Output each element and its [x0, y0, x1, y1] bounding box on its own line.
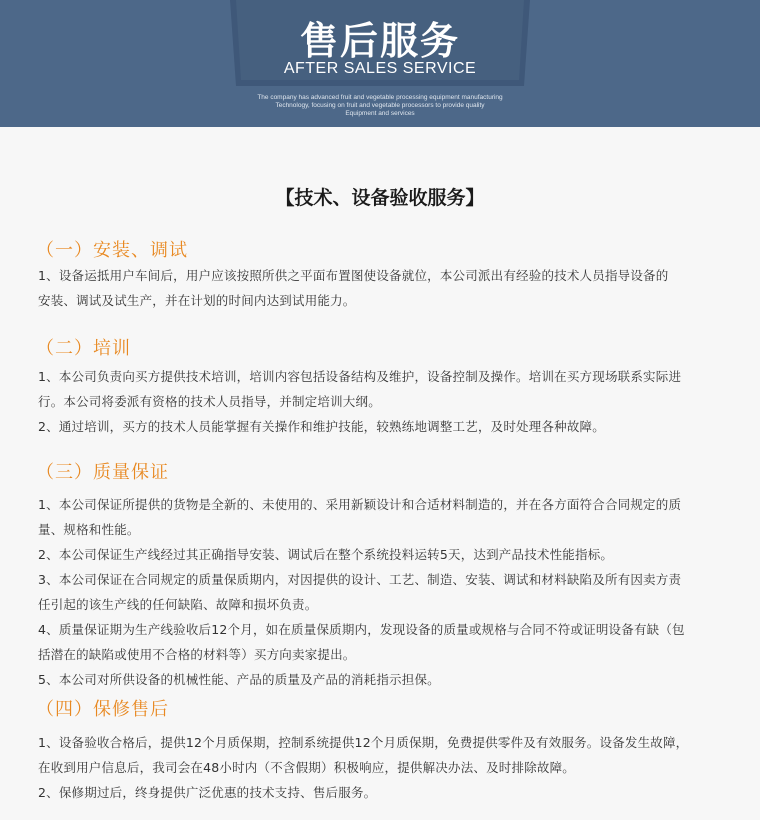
paragraph-line: 行。本公司将委派有资格的技术人员指导，并制定培训大纲。 [38, 394, 381, 409]
section-body-training [38, 364, 728, 439]
paragraph-line: 1、设备运抵用户车间后，用户应该按照所供之平面布置图使设备就位，本公司派出有经验的技术人员指导设备的 [38, 268, 669, 283]
main-title: 【技术、设备验收服务】 [275, 187, 485, 209]
paragraph-line: 4、质量保证期为生产线验收后12个月，如在质量保质期内，发现设备的质量或规格与合同不符或证明设备有缺（包 [38, 622, 685, 637]
paragraph-line: 在收到用户信息后，我司会在48小时内（不含假期）积极响应，提供解决办法、及时排除故障。 [38, 760, 576, 775]
banner-title: 售后服务 [299, 19, 460, 63]
paragraph-line: 括潜在的缺陷或使用不合格的材料等）买方向卖家提出。 [38, 647, 356, 662]
paragraph-line: 任引起的该生产线的任何缺陷、故障和损坏负责。 [38, 597, 318, 612]
section-heading-install: （一）安装、调试 [36, 240, 188, 261]
paragraph-line: 2、保修期过后，终身提供广泛优惠的技术支持、售后服务。 [38, 785, 377, 800]
banner-desc-line: The company has advanced fruit and vegetable processing equipment manufacturing [257, 94, 503, 101]
paragraph-line: 量、规格和性能。 [38, 522, 140, 537]
paragraph-line: 5、本公司对所供设备的机械性能、产品的质量及产品的消耗指示担保。 [38, 672, 440, 687]
section-body-warranty [38, 730, 728, 805]
paragraph-line: 3、本公司保证在合同规定的质量保质期内，对因提供的设计、工艺、制造、安装、调试和材料缺陷及所有因卖方责 [38, 572, 682, 587]
banner-description [0, 94, 760, 118]
paragraph-line: 1、本公司保证所提供的货物是全新的、未使用的、采用新颖设计和合适材料制造的，并在各方面符合合同规定的质 [38, 497, 682, 512]
section-body-install [38, 263, 728, 313]
section-heading-warranty: （四）保修售后 [36, 699, 169, 720]
banner-desc-line: Equipment and services [345, 110, 415, 117]
section-heading-quality: （三）质量保证 [36, 462, 169, 483]
section-heading-training: （二）培训 [36, 338, 131, 359]
header-banner [0, 0, 760, 127]
banner-subtitle: AFTER SALES SERVICE [283, 60, 477, 77]
paragraph-line: 安装、调试及试生产，并在计划的时间内达到试用能力。 [38, 293, 356, 308]
paragraph-line: 1、设备验收合格后，提供12个月质保期，控制系统提供12个月质保期，免费提供零件及有效服务。设备发生故障， [38, 735, 689, 750]
banner-desc-line: Technology, focusing on fruit and vegetable processors to provide quality [275, 102, 485, 109]
paragraph-line: 2、通过培训，买方的技术人员能掌握有关操作和维护技能，较熟练地调整工艺，及时处理各种故障。 [38, 419, 605, 434]
paragraph-line: 2、本公司保证生产线经过其正确指导安装、调试后在整个系统投料运转5天，达到产品技术性能指标。 [38, 547, 614, 562]
paragraph-line: 1、本公司负责向买方提供技术培训，培训内容包括设备结构及维护，设备控制及操作。培训在买方现场联系实际进 [38, 369, 682, 384]
section-body-quality [38, 492, 728, 692]
